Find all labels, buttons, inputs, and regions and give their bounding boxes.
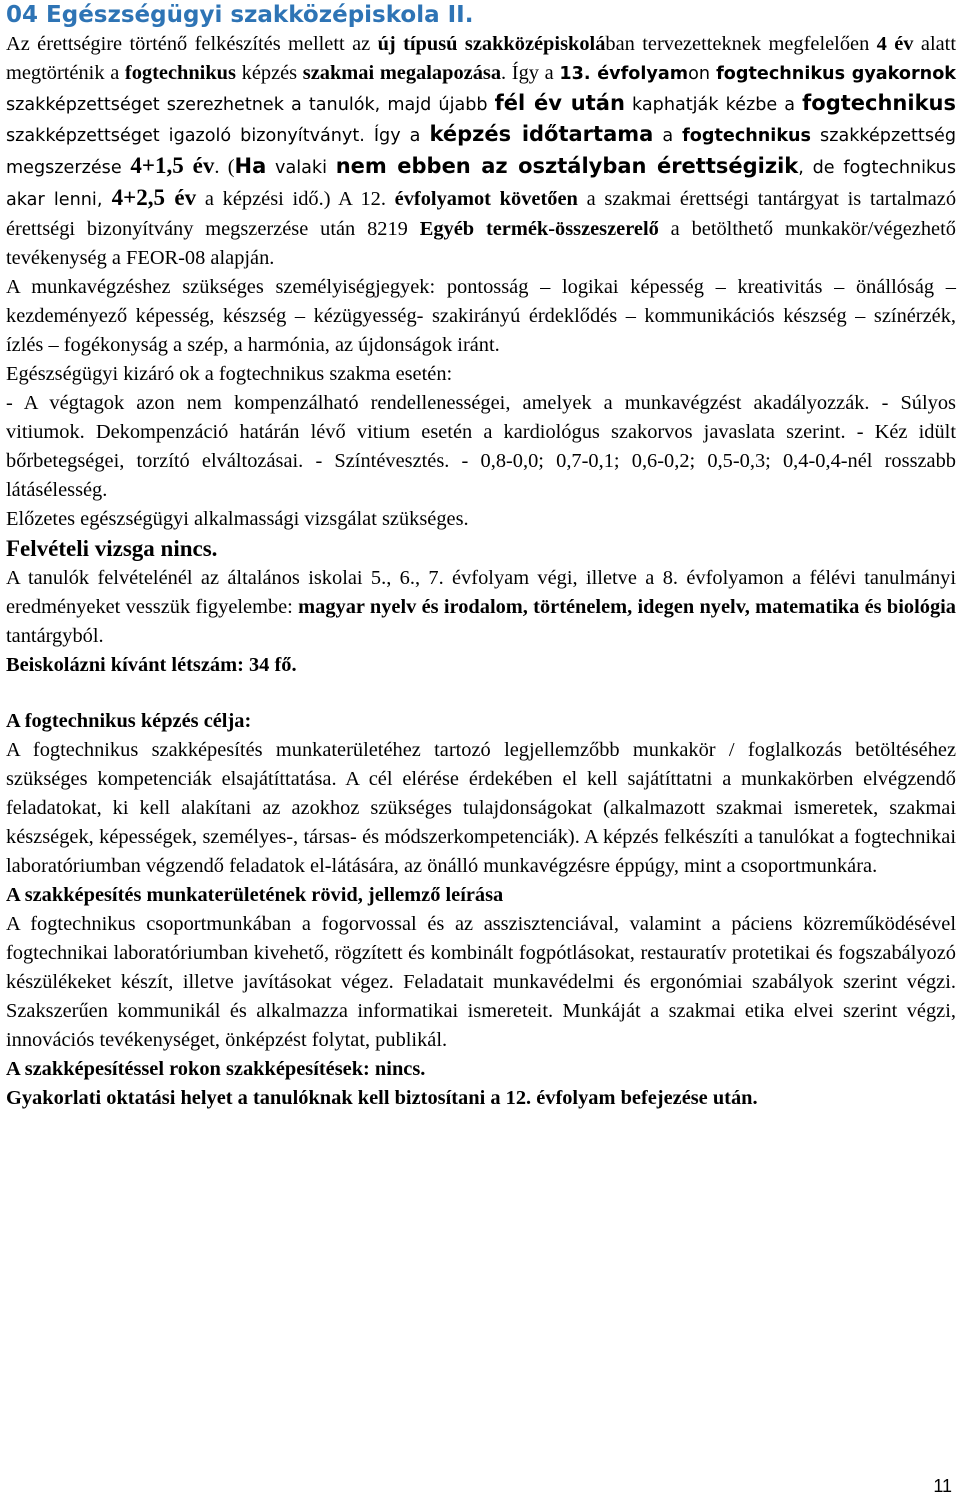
- text-run: A szakképesítés munkaterületének rövid, jellemző leírása: [6, 884, 504, 906]
- text-run: nem ebben az osztályban érettségizik: [335, 154, 799, 178]
- entrance-exam-heading: Felvételi vizsga nincs.: [6, 536, 218, 561]
- text-run: A szakképesítéssel rokon szakképesítések: nincs.: [6, 1058, 426, 1080]
- text-run: a betölthető munkakör/végezhető tevékenység a FEOR-08 alapján.: [6, 218, 956, 269]
- text-run: képzés: [235, 62, 303, 84]
- text-run: szakképzettséget igazoló bizonyítványt. Így a: [6, 126, 430, 146]
- spacer: [6, 680, 956, 707]
- page-heading: 04 Egészségügyi szakközépiskola II.: [6, 2, 474, 28]
- training-goal-body: A fogtechnikus szakképesítés munkaterületéhez tartozó legjellemzőbb munkakör / foglalkozás betöltéséhez szükséges kompetenciák elsajátíttatása. A cél elérése érdekében el kell sajátíttatni a munkakörben elvégzendő feladatokat, ki kell alakítani az azokhoz szükséges tulajdonságokat (alkalmazott szakmai ismeretek, szakmai készségek, képességek, személyes-, társas- és módszerkompetenciák). A képzés felkészíti a tanulókat a fogtechnikai laboratóriumban végzendő feladatok el-látására, az önálló munkavégzésre éppúgy, mint a csoportmunkára.: [6, 739, 956, 877]
- health-check-note: Előzetes egészségügyi alkalmassági vizsgálat szükséges.: [6, 508, 469, 530]
- document-page: [6, 0, 956, 1113]
- text-run: on: [688, 64, 717, 84]
- text-run: Gyakorlati oktatási helyet a tanulóknak kell biztosítani a 12. évfolyam befejezése után.: [6, 1087, 758, 1109]
- health-exclusion-body: - A végtagok azon nem kompenzálható rendellenességei, amelyek a munkavégzést akadályozzák. - Súlyos vitiumok. Dekompenzáció határán lévő vitium esetén a kardiológus szakorvos javaslata szerint. - Kéz idült bőrbetegségei, torzító elváltozásai. - Színtévesztés. - 0,8-0,0; 0,7-0,1; 0,6-0,2; 0,5-0,3; 0,4-0,4-nél rosszabb látásélesség.: [6, 392, 956, 501]
- training-goal-title: [6, 707, 956, 736]
- enrollment-count: [6, 651, 956, 680]
- text-run: tantárgyból.: [6, 625, 104, 647]
- practical-training-note: [6, 1084, 956, 1113]
- work-area-body: A fogtechnikus csoportmunkában a fogorvossal és az asszisztenciával, valamint a páciens közreműködésével fogtechnikai laboratóriumban kivehető, rögzített és kombinált fogpótlásokat, restauratív protetikai és fogszabályozó készülékeket készít, illetve javításokat végez. Feladatait munkavédelmi és ergonómiai szabályok szerint végzi. Szakszerűen kommunikál és alkalmazza informatikai ismereteit. Munkáját a szakmai etika elvei szerint végzi, innovációs tevékenységet, önképzést folytat, publikál.: [6, 913, 956, 1051]
- text-run: szakképzettséget szerezhetnek a tanulók, majd újabb: [6, 95, 495, 115]
- text-run: Ha: [234, 154, 267, 178]
- text-run: . Így a: [501, 62, 560, 84]
- text-run: kaphatják kézbe a: [624, 95, 803, 115]
- text-run: valaki: [266, 158, 336, 178]
- text-run: magyar nyelv és irodalom, történelem, idegen nyelv, matematika és biológia: [298, 596, 956, 618]
- text-run: alatt megtörténik a: [6, 33, 957, 84]
- text-run: A tanulók felvételénél az általános iskolai 5., 6., 7. évfolyam végi, illetve a 8. évfolyamon a félévi tanulmányi eredményeket vesszük figyelembe:: [6, 567, 956, 618]
- text-run: A fogtechnikus képzés célja:: [6, 710, 252, 732]
- admission-paragraph: [6, 564, 956, 651]
- intro-paragraph: [6, 30, 956, 273]
- text-run: fogtechnikus gyakornok: [716, 64, 956, 84]
- text-run: Egyéb termék-összeszerelő: [419, 218, 659, 240]
- work-area-title: [6, 881, 956, 910]
- text-run: . (: [214, 156, 235, 178]
- text-run: Az érettségire történő felkészítés mellett az: [6, 33, 378, 55]
- text-run: képzés időtartama: [429, 122, 654, 146]
- text-run: Beiskolázni kívánt létszám: 34 fő.: [6, 654, 297, 676]
- text-run: fogtechnikus: [802, 91, 956, 115]
- text-run: 4+1,5 év: [130, 153, 215, 178]
- text-run: fogtechnikus: [682, 126, 812, 146]
- text-run: a képzési idő.) A 12.: [196, 188, 395, 210]
- text-run: fél év után: [494, 91, 625, 115]
- text-run: a: [653, 126, 683, 146]
- text-run: új típusú szakközépiskolá: [377, 33, 606, 55]
- text-run: 4+2,5 év: [111, 185, 197, 210]
- text-run: a szakmai érettségi tantárgyat is tartalmazó érettségi bizonyítvány megszerzése után 8219: [6, 188, 957, 240]
- text-run: ban tervezetteknek megfelelően: [605, 33, 877, 55]
- text-run: szakképzettség megszerzése: [6, 126, 956, 178]
- related-qualifications: [6, 1055, 956, 1084]
- text-run: 4 év: [876, 33, 914, 55]
- text-run: fogtechnikus: [124, 62, 236, 84]
- text-run: , de fogtechnikus akar lenni,: [6, 158, 956, 210]
- personality-traits-paragraph: A munkavégzéshez szükséges személyiségjegyek: pontosság – logikai képesség – kreativitás – önállóság – kezdeményező képesség, készség – kézügyesség- szakirányú érdeklődés – kommunikációs készség – színérzék, ízlés – fogékonyság a szép, a harmónia, az újdonságok iránt.: [6, 276, 956, 356]
- health-exclusion-title: Egészségügyi kizáró ok a fogtechnikus szakma esetén:: [6, 363, 453, 385]
- text-run: évfolyamot követően: [394, 188, 578, 210]
- text-run: 13. évfolyam: [559, 64, 689, 84]
- page-number: 11: [933, 1476, 952, 1496]
- text-run: szakmai megalapozása: [302, 62, 502, 84]
